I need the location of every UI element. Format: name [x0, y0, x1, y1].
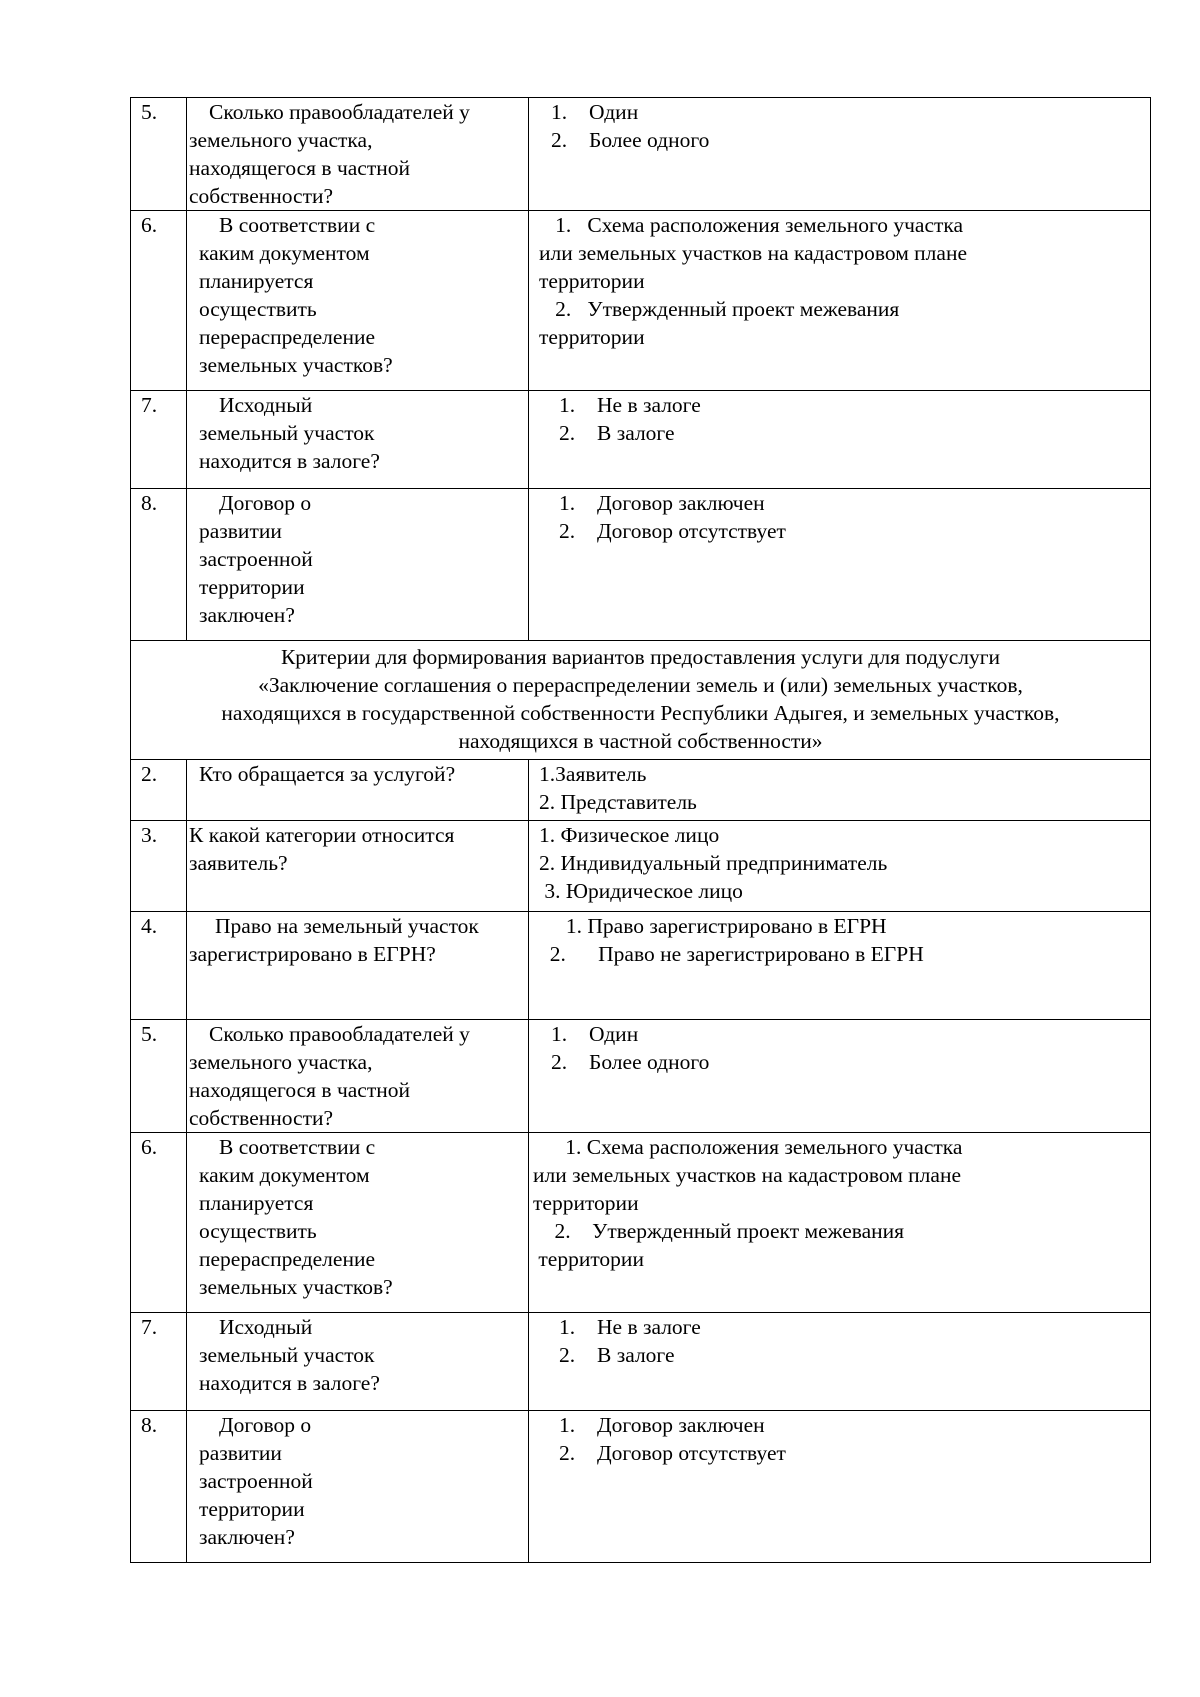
- option-number: 1.: [559, 393, 576, 417]
- question-line: Исходный: [219, 393, 313, 417]
- table-row: [131, 1020, 1151, 1133]
- row-number: 5.: [131, 1020, 187, 1133]
- table-row: [131, 211, 1151, 391]
- question-line: земельный участок: [199, 1343, 375, 1367]
- option-text: Один: [589, 1022, 639, 1046]
- section-header-line: Критерии для формирования вариантов предоставления услуги для подуслуги: [280, 645, 1001, 669]
- question-line: планируется: [199, 269, 314, 293]
- option-number: 2.: [559, 1343, 576, 1367]
- section-header-line: «Заключение соглашения о перераспределении земель и (или) земельных участков,: [258, 673, 1023, 697]
- question-line: каким документом: [199, 1163, 370, 1187]
- row-number: 2.: [131, 760, 187, 821]
- criteria-table: [130, 97, 1151, 1563]
- question-cell: [187, 391, 529, 489]
- question-cell: [187, 912, 529, 1020]
- question-line: находящегося в частной: [189, 156, 410, 180]
- answer-option: [559, 419, 1144, 447]
- answer-option: [551, 1048, 1144, 1076]
- option-number: 1.: [559, 1413, 576, 1437]
- answer-line: 2. Индивидуальный предприниматель: [539, 851, 888, 875]
- question-line: планируется: [199, 1191, 314, 1215]
- answer-option: [551, 126, 1144, 154]
- option-text: В залоге: [597, 421, 675, 445]
- question-line: К какой категории относится: [189, 823, 455, 847]
- answer-option: [559, 1439, 1144, 1467]
- answer-cell: [529, 489, 1151, 641]
- option-text: Договор заключен: [597, 1413, 765, 1437]
- table-row: [131, 912, 1151, 1020]
- answer-line: территории: [539, 325, 645, 349]
- question-line: осуществить: [199, 1219, 317, 1243]
- question-line: Договор о: [219, 491, 312, 515]
- question-line: заявитель?: [189, 851, 288, 875]
- question-line: развитии: [199, 519, 282, 543]
- section-header: [131, 641, 1151, 760]
- answer-cell: [529, 391, 1151, 489]
- row-number: 7.: [131, 1313, 187, 1411]
- question-line: земельного участка,: [189, 1050, 373, 1074]
- answer-option: [551, 1020, 1144, 1048]
- answer-cell: [529, 821, 1151, 912]
- option-text: Договор заключен: [597, 491, 765, 515]
- answer-line: 2. Утвержденный проект межевания: [539, 297, 900, 321]
- answer-line: или земельных участков на кадастровом плане: [533, 1163, 962, 1187]
- answer-option: [551, 98, 1144, 126]
- answer-line: 1.Заявитель: [539, 762, 647, 786]
- question-line: находится в залоге?: [199, 1371, 380, 1395]
- answer-cell: [529, 211, 1151, 391]
- answer-cell: [529, 1133, 1151, 1313]
- table-row: [131, 760, 1151, 821]
- question-line: Сколько правообладателей у: [209, 1022, 470, 1046]
- option-number: 2.: [559, 1441, 576, 1465]
- answer-cell: [529, 1020, 1151, 1133]
- question-line: территории: [199, 575, 305, 599]
- option-number: 2.: [559, 421, 576, 445]
- answer-cell: [529, 98, 1151, 211]
- question-cell: [187, 760, 529, 821]
- option-number: 1.: [559, 491, 576, 515]
- row-number: 4.: [131, 912, 187, 1020]
- question-line: зарегистрировано в ЕГРН?: [189, 942, 436, 966]
- option-number: 1.: [551, 100, 568, 124]
- question-line: В соответствии с: [219, 213, 376, 237]
- answer-option: [559, 1313, 1144, 1341]
- answer-cell: [529, 912, 1151, 1020]
- table-row: [131, 821, 1151, 912]
- answer-option: [559, 517, 1144, 545]
- question-line: находится в залоге?: [199, 449, 380, 473]
- row-number: 8.: [131, 489, 187, 641]
- option-number: 2.: [559, 519, 576, 543]
- question-line: собственности?: [189, 184, 334, 208]
- question-line: земельного участка,: [189, 128, 373, 152]
- answer-line: 1. Схема расположения земельного участка: [539, 213, 964, 237]
- section-header-line: находящихся в частной собственности»: [458, 729, 823, 753]
- option-number: 2.: [551, 128, 568, 152]
- question-cell: [187, 1411, 529, 1563]
- answer-option: [559, 489, 1144, 517]
- answer-line: 2. Утвержденный проект межевания: [533, 1219, 905, 1243]
- answer-option: [559, 1341, 1144, 1369]
- answer-line: 2. Право не зарегистрировано в ЕГРН: [539, 942, 924, 966]
- answer-line: 1. Схема расположения земельного участка: [533, 1135, 963, 1159]
- row-number: 6.: [131, 211, 187, 391]
- question-cell: [187, 489, 529, 641]
- row-number: 3.: [131, 821, 187, 912]
- section-header-line: находящихся в государственной собственности Республики Адыгея, и земельных участков,: [221, 701, 1060, 725]
- option-text: Не в залоге: [597, 393, 701, 417]
- row-number: 6.: [131, 1133, 187, 1313]
- answer-cell: [529, 1411, 1151, 1563]
- question-cell: [187, 98, 529, 211]
- section-header-row: [131, 641, 1151, 760]
- question-line: находящегося в частной: [189, 1078, 410, 1102]
- answer-line: территории: [533, 1247, 644, 1271]
- question-line: Кто обращается за услугой?: [199, 762, 456, 786]
- option-text: Договор отсутствует: [597, 519, 786, 543]
- row-number: 5.: [131, 98, 187, 211]
- answer-line: территории: [539, 269, 645, 293]
- answer-cell: [529, 1313, 1151, 1411]
- option-number: 1.: [551, 1022, 568, 1046]
- answer-line: 3. Юридическое лицо: [539, 879, 743, 903]
- answer-line: территории: [533, 1191, 639, 1215]
- question-line: Сколько правообладателей у: [209, 100, 470, 124]
- table-row: [131, 98, 1151, 211]
- answer-line: 2. Представитель: [539, 790, 697, 814]
- table-row: [131, 489, 1151, 641]
- question-line: Договор о: [219, 1413, 312, 1437]
- table-row: [131, 1133, 1151, 1313]
- answer-option: [559, 1411, 1144, 1439]
- answer-cell: [529, 760, 1151, 821]
- question-line: земельных участков?: [199, 353, 393, 377]
- question-line: развитии: [199, 1441, 282, 1465]
- answer-option: [559, 391, 1144, 419]
- option-number: 2.: [551, 1050, 568, 1074]
- row-number: 8.: [131, 1411, 187, 1563]
- option-text: Один: [589, 100, 639, 124]
- question-line: Право на земельный участок: [215, 914, 479, 938]
- option-text: В залоге: [597, 1343, 675, 1367]
- question-line: Исходный: [219, 1315, 313, 1339]
- question-cell: [187, 1020, 529, 1133]
- answer-line: 1. Физическое лицо: [539, 823, 720, 847]
- answer-line: 1. Право зарегистрировано в ЕГРН: [539, 914, 887, 938]
- option-text: Более одного: [589, 128, 710, 152]
- question-line: застроенной: [199, 1469, 313, 1493]
- question-cell: [187, 211, 529, 391]
- question-line: В соответствии с: [219, 1135, 376, 1159]
- question-line: каким документом: [199, 241, 370, 265]
- option-number: 1.: [559, 1315, 576, 1339]
- row-number: 7.: [131, 391, 187, 489]
- question-line: застроенной: [199, 547, 313, 571]
- option-text: Более одного: [589, 1050, 710, 1074]
- question-line: заключен?: [199, 1525, 295, 1549]
- question-cell: [187, 1133, 529, 1313]
- table-row: [131, 1411, 1151, 1563]
- question-line: земельный участок: [199, 421, 375, 445]
- option-text: Договор отсутствует: [597, 1441, 786, 1465]
- table-row: [131, 391, 1151, 489]
- question-cell: [187, 821, 529, 912]
- question-line: собственности?: [189, 1106, 334, 1130]
- question-line: перераспределение: [199, 1247, 375, 1271]
- answer-line: или земельных участков на кадастровом плане: [539, 241, 968, 265]
- question-line: перераспределение: [199, 325, 375, 349]
- question-line: осуществить: [199, 297, 317, 321]
- table-row: [131, 1313, 1151, 1411]
- question-line: территории: [199, 1497, 305, 1521]
- option-text: Не в залоге: [597, 1315, 701, 1339]
- question-cell: [187, 1313, 529, 1411]
- question-line: земельных участков?: [199, 1275, 393, 1299]
- question-line: заключен?: [199, 603, 295, 627]
